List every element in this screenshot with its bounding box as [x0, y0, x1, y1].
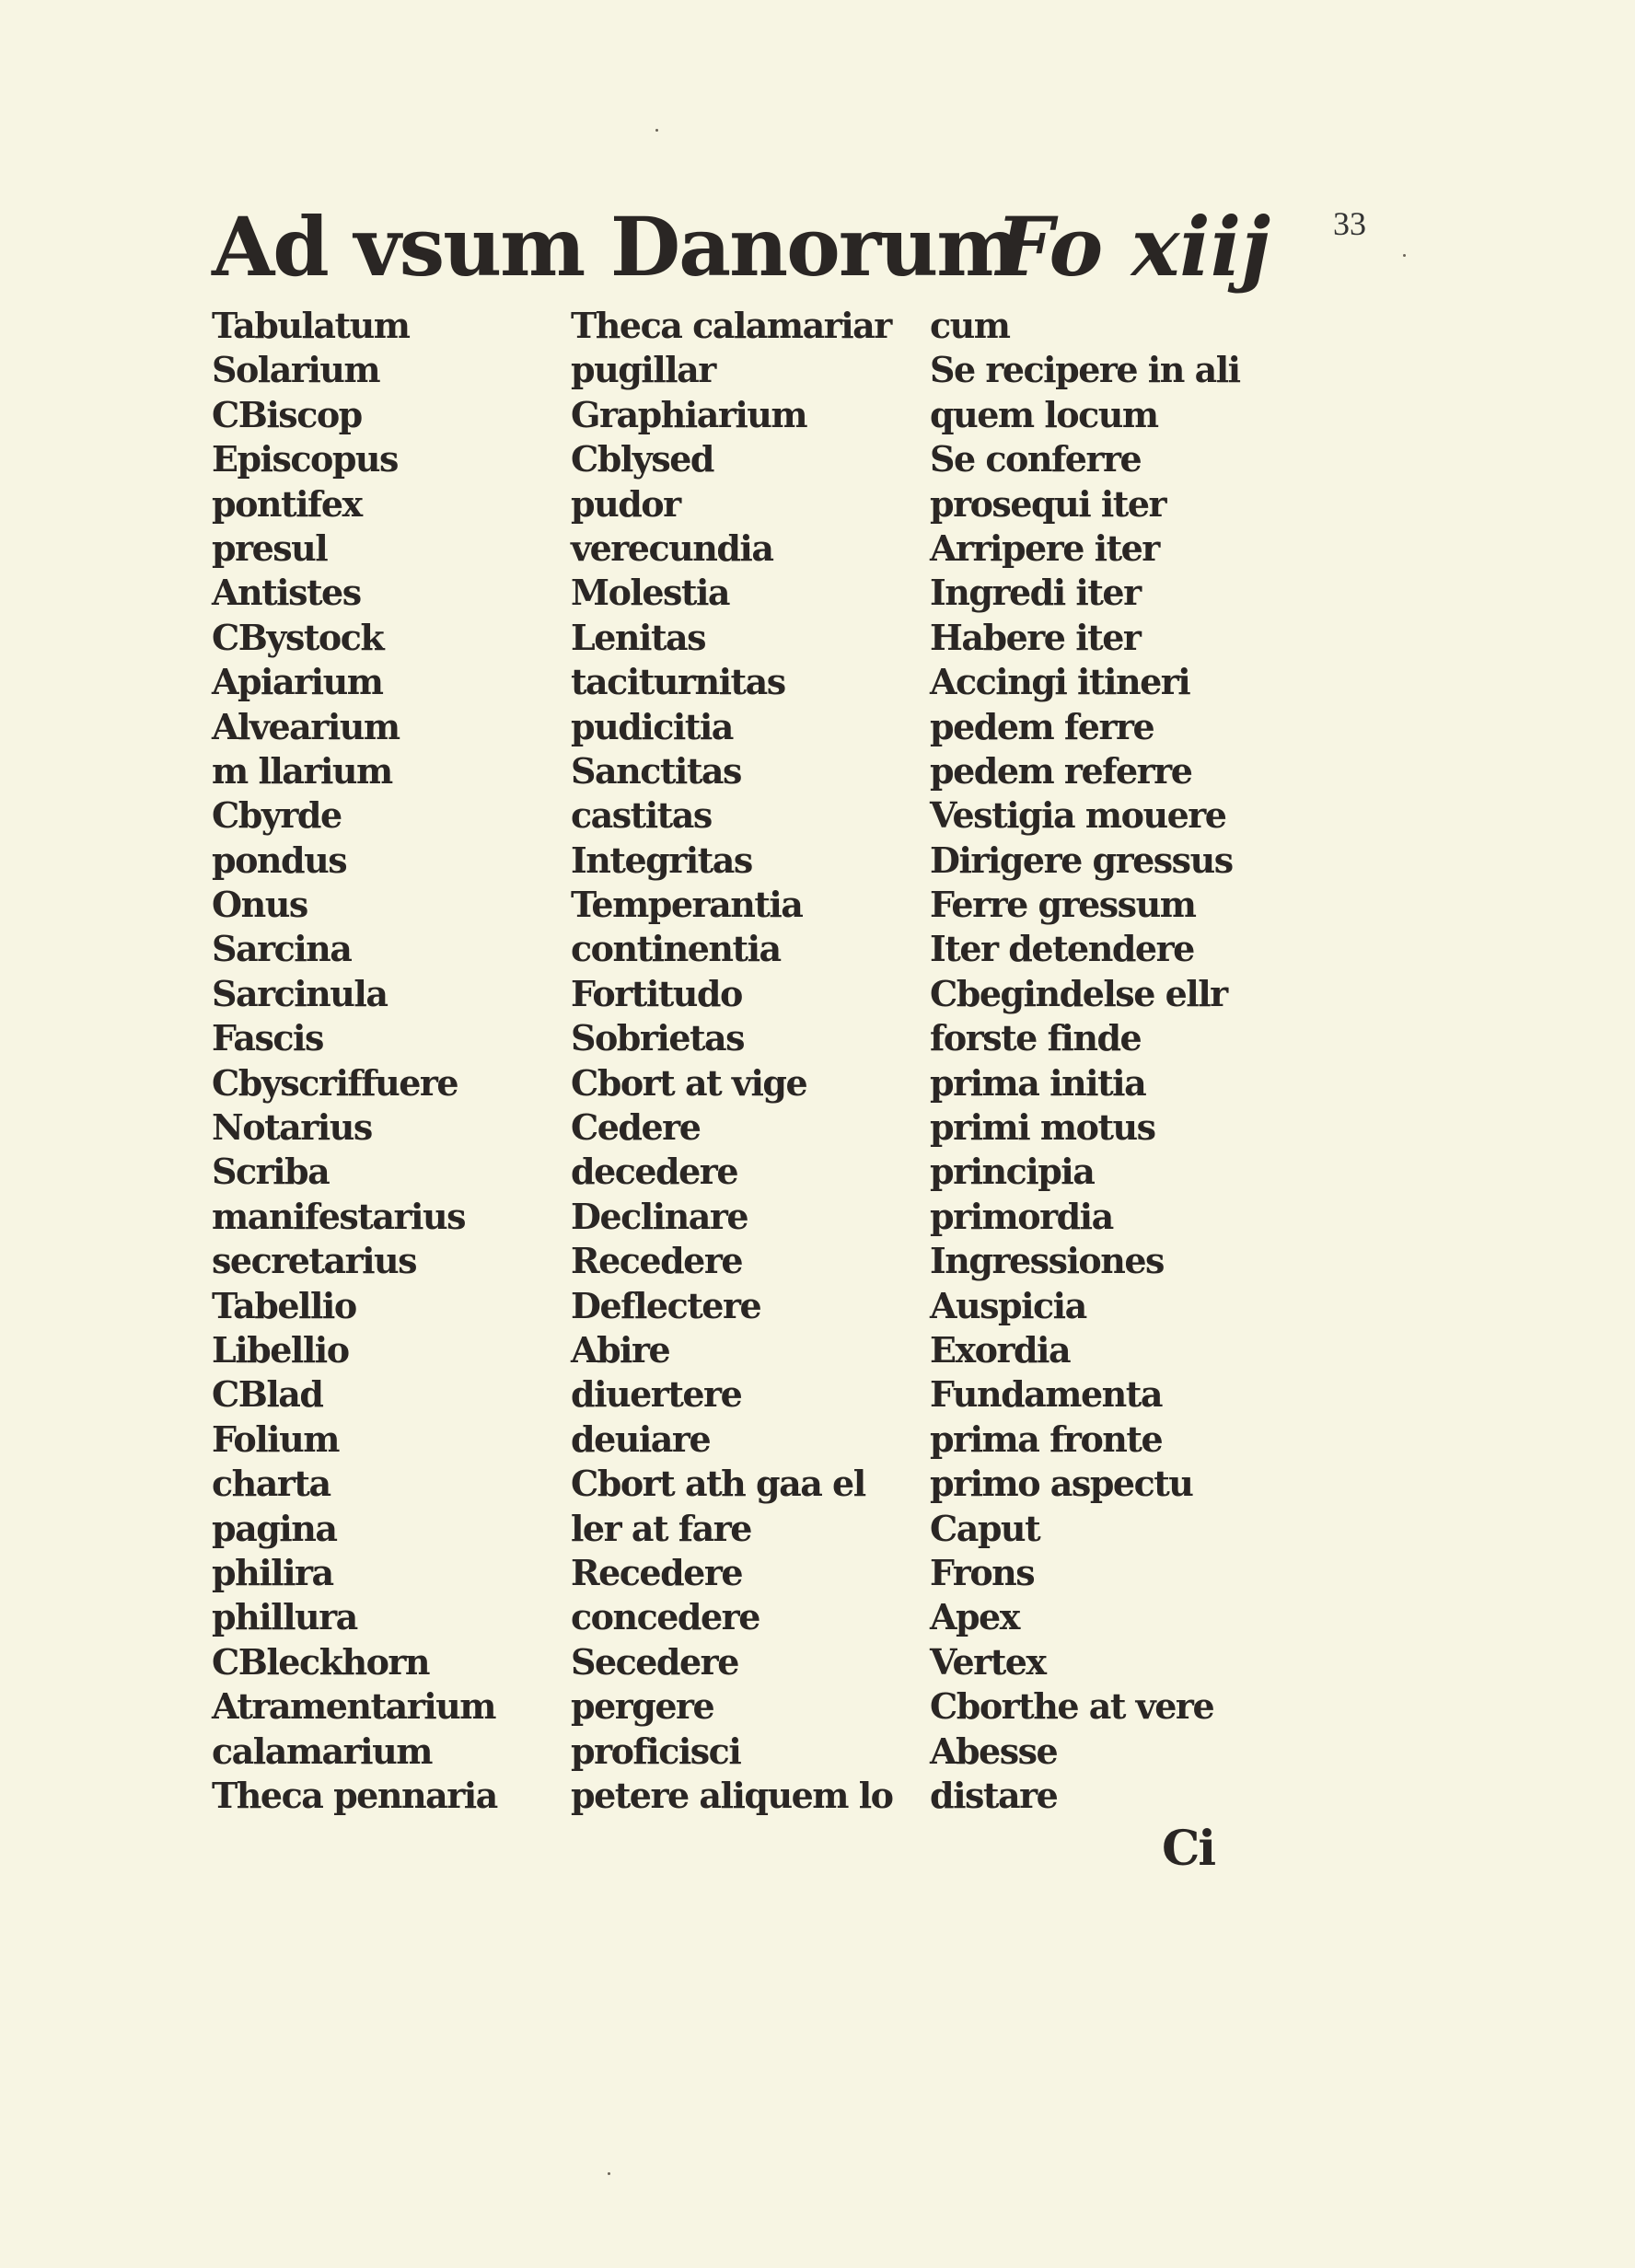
word-entry: Secedere: [571, 1640, 738, 1683]
word-entry: forste finde: [930, 1017, 1142, 1059]
word-entry: Recedere: [571, 1240, 743, 1282]
word-entry: Ferre gressum: [930, 884, 1196, 926]
word-entry: pergere: [571, 1685, 714, 1728]
word-entry: CBleckhorn: [212, 1640, 430, 1683]
word-entry: charta: [212, 1463, 330, 1505]
word-entry: pudor: [571, 482, 680, 525]
word-entry: Theca calamariar: [571, 305, 891, 346]
word-entry: Sanctitas: [571, 749, 741, 792]
word-entry: primordia: [930, 1195, 1113, 1237]
word-entry: manifestarius: [212, 1195, 465, 1237]
word-entry: Cbegindelse ellr: [930, 972, 1227, 1014]
word-entry: Accingi itineri: [930, 661, 1190, 703]
running-head: Ad vsum Danorum: [212, 199, 1021, 295]
word-entry: quem locum: [930, 393, 1158, 435]
word-entry: Abesse: [930, 1730, 1058, 1772]
word-entry: Recedere: [571, 1551, 743, 1593]
word-entry: Molestia: [571, 572, 730, 614]
paper-speck: [1403, 254, 1406, 257]
word-entry: Apex: [930, 1596, 1019, 1638]
page-header: [212, 191, 1270, 302]
word-entry: Cbort ath gaa el: [571, 1463, 865, 1505]
word-entry: Graphiarium: [571, 393, 807, 435]
word-entry: Onus: [212, 884, 307, 926]
word-entry: Cbyrde: [212, 794, 342, 837]
word-entry: pudicitia: [571, 705, 733, 747]
word-entry: Tabellio: [212, 1284, 356, 1326]
word-entry: pagina: [212, 1507, 337, 1549]
word-entry: Iter detendere: [930, 928, 1194, 970]
word-entry: pedem ferre: [930, 705, 1154, 747]
word-entry: CBiscop: [212, 393, 362, 435]
word-entry: pedem referre: [930, 749, 1192, 792]
word-entry: pugillar: [571, 349, 715, 391]
folio-number: Fo xiij: [995, 199, 1270, 295]
word-entry: Vertex: [930, 1640, 1046, 1683]
word-entry: deuiare: [571, 1418, 711, 1460]
word-entry: Integritas: [571, 839, 752, 881]
word-entry: calamarium: [212, 1730, 432, 1772]
word-entry: prima initia: [930, 1061, 1146, 1104]
word-entry: Deflectere: [571, 1284, 761, 1326]
word-entry: prima fronte: [930, 1418, 1163, 1460]
word-entry: primi motus: [930, 1106, 1155, 1149]
word-entry: Abire: [571, 1328, 670, 1371]
column-1: [212, 304, 580, 1818]
page-number: 33: [1333, 205, 1366, 242]
word-entry: castitas: [571, 794, 712, 837]
word-entry: Cbyscriffuere: [212, 1061, 458, 1104]
word-entry: Arripere iter: [930, 526, 1159, 569]
word-entry: Cedere: [571, 1106, 701, 1149]
word-entry: Cblysed: [571, 438, 713, 480]
word-entry: Cborthe at vere: [930, 1685, 1214, 1728]
word-entry: Theca pennaria: [212, 1774, 497, 1816]
word-entry: continentia: [571, 928, 781, 970]
word-entry: Sarcina: [212, 928, 352, 970]
word-entry: Declinare: [571, 1195, 748, 1237]
word-entry: Ingredi iter: [930, 572, 1141, 614]
word-entry: pontifex: [212, 482, 362, 525]
word-entry: Scriba: [212, 1151, 330, 1193]
word-entry: decedere: [571, 1151, 738, 1193]
word-entry: Atramentarium: [212, 1685, 495, 1728]
catchword: Ci: [1162, 1821, 1215, 1877]
word-entry: m llarium: [212, 749, 392, 792]
word-entry: principia: [930, 1151, 1095, 1193]
word-entry: taciturnitas: [571, 661, 785, 703]
word-entry: Temperantia: [571, 884, 803, 926]
word-entry: Lenitas: [571, 616, 706, 658]
word-entry: CBystock: [212, 616, 384, 658]
word-entry: Folium: [212, 1418, 339, 1460]
word-entry: verecundia: [571, 526, 773, 569]
word-entry: Fascis: [212, 1017, 323, 1059]
word-entry: primo aspectu: [930, 1463, 1193, 1505]
word-entry: Sobrietas: [571, 1017, 745, 1059]
word-entry: secretarius: [212, 1240, 417, 1282]
word-entry: cum: [930, 305, 1010, 346]
column-2: [571, 304, 939, 1818]
word-entry: prosequi iter: [930, 482, 1166, 525]
word-entry: Exordia: [930, 1328, 1071, 1371]
word-entry: Fortitudo: [571, 972, 742, 1014]
word-entry: pondus: [212, 839, 347, 881]
word-entry: Habere iter: [930, 616, 1141, 658]
word-entry: Se recipere in ali: [930, 349, 1240, 391]
word-entry: Cbort at vige: [571, 1061, 807, 1104]
word-entry: Solarium: [212, 349, 380, 391]
word-entry: distare: [930, 1774, 1058, 1816]
word-entry: Notarius: [212, 1106, 372, 1149]
word-columns: [212, 304, 1289, 1832]
word-entry: phillura: [212, 1596, 357, 1638]
word-entry: petere aliquem lo: [571, 1774, 893, 1816]
word-entry: Apiarium: [212, 661, 383, 703]
word-entry: proficisci: [571, 1730, 741, 1772]
word-entry: Vestigia mouere: [930, 794, 1226, 837]
word-entry: Tabulatum: [212, 305, 410, 346]
paper-speck: [608, 2172, 610, 2175]
word-entry: diuertere: [571, 1373, 742, 1416]
word-entry: Alvearium: [212, 705, 400, 747]
column-3: [930, 304, 1298, 1818]
word-entry: Dirigere gressus: [930, 839, 1233, 881]
word-entry: concedere: [571, 1596, 760, 1638]
word-entry: Frons: [930, 1551, 1035, 1593]
paper-speck: [655, 129, 658, 132]
word-entry: presul: [212, 526, 328, 569]
word-entry: Se conferre: [930, 438, 1142, 480]
word-entry: ler at fare: [571, 1507, 751, 1549]
word-entry: Auspicia: [930, 1284, 1086, 1326]
word-entry: CBlad: [212, 1373, 323, 1416]
word-entry: Episcopus: [212, 438, 398, 480]
word-entry: Antistes: [212, 572, 361, 614]
word-entry: philira: [212, 1551, 333, 1593]
word-entry: Caput: [930, 1507, 1040, 1549]
word-entry: Sarcinula: [212, 972, 388, 1014]
word-entry: Ingressiones: [930, 1240, 1164, 1282]
word-entry: Libellio: [212, 1328, 349, 1371]
word-entry: Fundamenta: [930, 1373, 1162, 1416]
